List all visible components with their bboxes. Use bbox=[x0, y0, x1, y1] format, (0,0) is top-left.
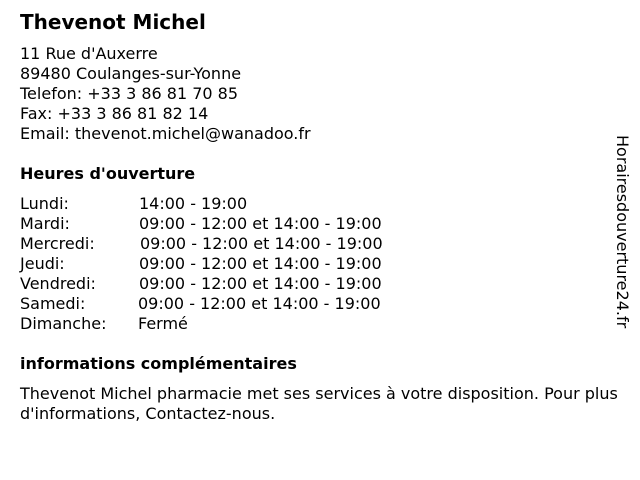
info-text: Thevenot Michel pharmacie met ses services à votre disposition. Pour plus d'informations, Contactez-nous. bbox=[20, 384, 618, 423]
address-line-2: 89480 Coulanges-sur-Yonne bbox=[20, 64, 242, 83]
address-line-1: 11 Rue d'Auxerre bbox=[20, 44, 158, 63]
time-value: 09:00 - 12:00 et 14:00 - 19:00 bbox=[140, 234, 383, 253]
day-label: Jeudi: bbox=[20, 254, 65, 273]
contact-block bbox=[20, 44, 311, 144]
site-watermark bbox=[612, 135, 632, 345]
business-name: Thevenot Michel bbox=[20, 10, 206, 34]
time-value: Fermé bbox=[138, 314, 188, 333]
fax-line: Fax: +33 3 86 81 82 14 bbox=[20, 104, 209, 123]
day-label: Dimanche: bbox=[20, 314, 107, 333]
day-label: Vendredi: bbox=[20, 274, 96, 293]
time-value: 09:00 - 12:00 et 14:00 - 19:00 bbox=[138, 294, 381, 313]
day-label: Mardi: bbox=[20, 214, 70, 233]
hours-heading: Heures d'ouverture bbox=[20, 164, 196, 183]
time-value: 14:00 - 19:00 bbox=[139, 194, 248, 213]
time-value: 09:00 - 12:00 et 14:00 - 19:00 bbox=[139, 214, 382, 233]
time-value: 09:00 - 12:00 et 14:00 - 19:00 bbox=[139, 254, 382, 273]
time-value: 09:00 - 12:00 et 14:00 - 19:00 bbox=[139, 274, 382, 293]
day-label: Mercredi: bbox=[20, 234, 95, 253]
day-label: Samedi: bbox=[20, 294, 86, 313]
watermark-text: Horairesdouverture24.fr bbox=[613, 135, 632, 329]
phone-line: Telefon: +33 3 86 81 70 85 bbox=[20, 84, 239, 103]
info-heading: informations complémentaires bbox=[20, 354, 297, 373]
day-label: Lundi: bbox=[20, 194, 69, 213]
email-line: Email: thevenot.michel@wanadoo.fr bbox=[20, 124, 311, 143]
